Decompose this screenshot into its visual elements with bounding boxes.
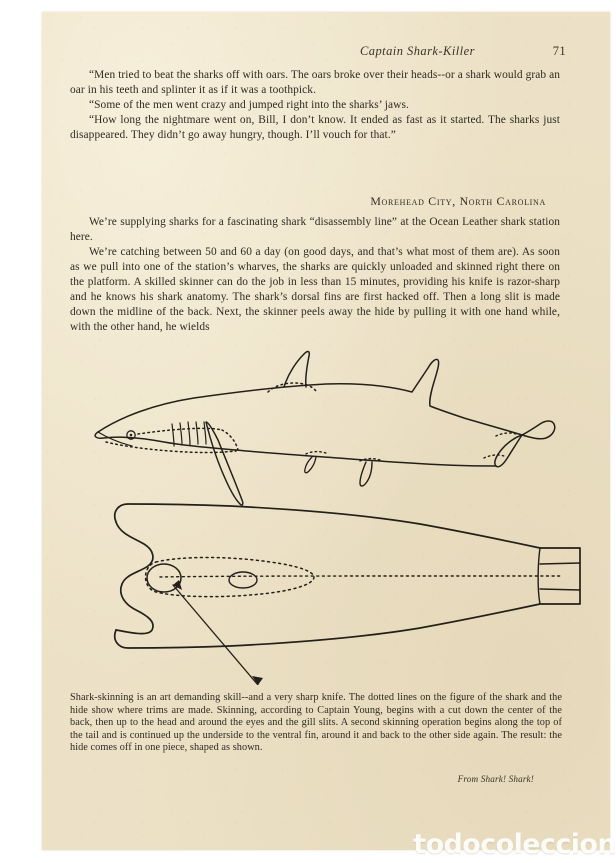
dateline: Morehead City, North Carolina <box>370 194 546 208</box>
gill-slits <box>172 422 206 446</box>
figure-credit: From Shark! Shark! <box>457 774 534 784</box>
running-head-title: Captain Shark-Killer <box>360 44 475 58</box>
paragraph: “Men tried to beat the sharks off with oars. The oars broke over their heads--or a shark would grab an oar in his teeth and splinter it as if it was a toothpick. <box>70 69 560 96</box>
hide-gill-hole <box>229 572 257 588</box>
book-page <box>42 12 610 850</box>
site-watermark: todocoleccion <box>413 829 616 860</box>
paragraph: “How long the nightmare went on, Bill, I don’t know. It ended as fast as it started. The sharks just disappeared. They didn’t go away hungry, though. I’ll vouch for that.” <box>70 114 560 141</box>
body-text-bottom <box>70 215 560 335</box>
shark-hide-flat-illustration <box>115 504 580 685</box>
hide-centerline-dotted <box>160 576 560 577</box>
page-number: 71 <box>552 44 566 58</box>
trim-line-tail-bottom <box>484 455 504 458</box>
trim-line-pectoral <box>222 430 238 450</box>
caption-text: Shark-skinning is an art demanding skill--and a very sharp knife. The dotted lines on the figure of the shark and the hide show where trims are made. Skinning, according to Captain Young, begins with a cut down the center of the back, then up to the head and around the eyes and the gill slits. A second skinning operation begins along the top of the tail and is continued up the underside to the ventral fin, around it and back to the other side again. The result: the hide comes off in one piece, shaped as shown. <box>70 692 562 754</box>
body-text-top <box>70 68 560 143</box>
paragraph: We’re supplying sharks for a fascinating shark “disassembly line” at the Ocean Leather shark station here. <box>70 216 560 243</box>
trim-line-pelvic <box>306 452 326 454</box>
shark-skinning-figure <box>60 350 594 685</box>
paragraph: We’re catching between 50 and 60 a day (on good days, and that’s what most of them are). As soon as we pull into one of the station’s wharves, the sharks are quickly unloaded and skinned right there on the platform. A skilled skinner can do the job in less than 15 minutes, providing his knife is razor-sharp and he knows his shark anatomy. The shark’s dorsal fins are first hacked off. Then a long slit is made down the midline of the back. Next, the skinner peels away the hide by pulling it with one hand while, with the other hand, he wields <box>70 246 560 333</box>
paragraph: “Some of the men went crazy and jumped right into the sharks’ jaws. <box>89 99 409 111</box>
pointer-arrow-line <box>173 585 258 685</box>
trim-line-tail-top <box>496 433 516 436</box>
running-head <box>70 44 586 62</box>
figure-caption <box>70 692 562 755</box>
shark-side-view-illustration <box>95 352 555 505</box>
